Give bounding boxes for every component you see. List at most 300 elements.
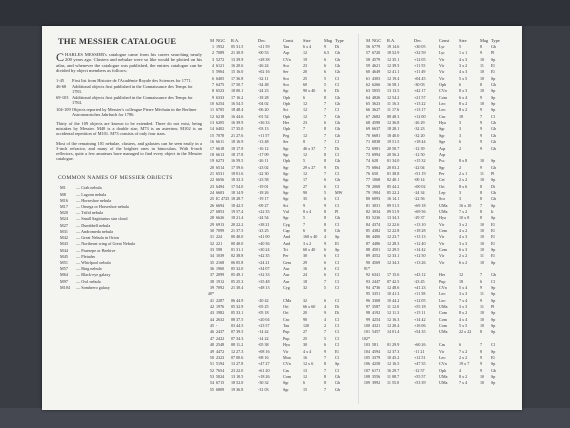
cell-ra: 11 12.0 [387,304,400,310]
cell-dec: +47 35 [414,361,426,367]
cell-ngc: 2168 [216,259,225,265]
cell-m: 101 [363,329,370,335]
cell-m: 59 [365,63,370,69]
cell-const: CVn [439,361,447,367]
cell-ra: 07 34.3 [231,335,244,341]
cell-ra: 10 45.2 [387,354,400,360]
cell-type: Gb [491,126,497,132]
cell-const: Sco [283,63,290,69]
column-header-type: Type [491,38,500,43]
cell-ngc: 4303 [372,75,381,81]
cell-ra: 16 54.5 [231,101,244,107]
cell-ngc: 4374 [372,221,381,227]
cell-dec: -30 32 [258,380,269,386]
cell-const: Cyg [283,221,290,227]
cell-ra: 12 54.2 [387,94,400,100]
cell-type: Gb [491,189,497,195]
cell-type: Gb [335,63,341,69]
cell-dec: -22 56 [414,196,425,202]
cell-type: Sp [335,247,340,252]
cell-ngc: 6514 [216,164,225,170]
cell-const: Lyr [439,50,445,56]
cell-const: Vir [439,234,445,240]
cell-ngc: 6613 [216,151,225,157]
cell-ra: 12 35.1 [387,56,400,62]
cell-m: 49 [209,348,214,354]
cell-const: CMa [283,297,292,303]
cell-mag: 11 [480,304,484,310]
cell-type: El [491,354,495,360]
cell-mag: 6 [324,88,327,94]
cell-const: Cyg [283,285,290,291]
cell-type: Gb [491,196,497,202]
cell-dec: -17 09 [258,151,269,157]
cell-ra: 23 22.0 [231,367,244,373]
cell-size: 7 x 4 [459,297,468,303]
cell-dec: +13 26 [414,259,426,265]
cell-mag: 4 [324,316,327,322]
cell-type: Gb [491,139,497,145]
cell-m: 69 [365,126,370,132]
cell-ngc: 6637 [372,126,381,132]
cell-type: Gb [491,272,497,278]
cell-type: El [491,63,495,69]
cell-dec: +15 11 [414,310,426,316]
cell-ngc: 6618 [216,145,225,151]
cell-ra: 08 11.2 [231,342,244,348]
cell-size: 12 [303,132,308,138]
common-name-number: M27 [60,222,68,228]
cell-dec: -13 48 [258,139,269,145]
cell-ra: 18 01.6 [231,170,244,176]
cell-mag: 8 [480,329,483,335]
cell-type: Sp [491,56,496,62]
cell-const: UMa [439,304,448,310]
drop-cap: C [56,50,65,64]
cell-ra: 12 22.8 [387,227,400,233]
cell-type: Sp [491,75,496,81]
cell-ra: 13 10.5 [231,373,244,379]
cell-ra: 18 17.9 [231,145,244,151]
cell-ngc: 5904 [216,69,225,75]
cell-m: 41 [209,297,214,303]
publication-text: Additional objects first published in the Connaissance des Temps for 1783. [72,83,193,95]
cell-m: 103 [363,342,370,348]
cell-size: 60 [303,82,308,88]
publication-text: Additional objects first published in the Connaissance des Temps for 1784. [72,95,193,106]
cell-ngc: 2437 [216,329,225,335]
cell-dec: -05 18 [258,310,269,316]
table-left-half [202,44,358,393]
cell-ra: 12 23.7 [387,234,400,240]
cell-ngc: 6603 [216,189,225,195]
cell-const: Sgr [283,151,289,157]
cell-mag: 6 [324,183,327,189]
cell-dec: +13 22 [414,101,426,107]
cell-m: 72 [365,145,370,151]
cell-type: Cl [335,367,339,373]
publication-list [56,78,202,117]
cell-ra: 21 37.5 [231,227,244,233]
cell-dec: +38 21 [258,221,270,227]
common-name-number: M97 [60,278,68,284]
cell-m: 42 [209,304,214,310]
note-paragraph: Thirty of the 109 objects are known to be extended. Three do not exist, being mistakes by Messier. M40 is a double star; M73 is an asterism; M102 is an accidental repetition of M101. M73 consists of only four stars. [56,121,202,137]
cell-dec: +18 28 [414,227,426,233]
cell-mag: 7 [324,354,327,360]
cell-size: 3 [459,132,462,138]
cell-ngc: 3623 [372,101,381,107]
cell-m: 84 [365,221,370,227]
cell-size: 2 x 2 [459,354,468,360]
cell-ngc: 4552 [372,253,381,259]
cell-dec: +41 23 [414,285,426,291]
cell-m: 15 [209,132,214,138]
cell-type: El [491,240,495,246]
cell-const: Sgr [439,126,445,132]
cell-ngc: 3031 [372,202,381,208]
cell-dec: +55 18 [414,304,426,310]
cell-dec: -06 20 [258,107,269,113]
cell-mag: 9 [480,94,483,100]
cell-mag: 6 [324,63,327,69]
cell-mag: 6.5 [324,50,330,56]
cell-const: Lyr [439,44,445,49]
cell-ngc: 1904 [372,189,381,195]
cell-mag: 7 [324,139,327,145]
cell-const: Per [439,170,445,176]
cell-dec: -20 42 [258,297,269,303]
cell-m: 71 [365,139,370,145]
cell-const: Oph [439,367,447,373]
cell-const: Tau [283,323,290,329]
cell-ngc: 4382 [372,227,381,233]
cell-size: 3 [459,189,462,195]
cell-ra: 07 39.5 [231,329,244,335]
notes [52,121,202,161]
cell-mag: 10 [480,373,485,379]
cell-mag: 10 [480,101,485,107]
cell-size: 8 x 2 [459,107,468,113]
cell-m: 47 [209,335,214,341]
common-name-text: — Northeast wing of Great Nebula [76,241,135,247]
cell-mag: 9 [324,310,327,316]
cell-const: And [283,234,291,240]
cell-const: UMa [439,380,448,386]
cell-m: 44 [209,316,214,322]
cell-dec: -32 23 [414,126,425,132]
cell-size: 24 [303,272,308,278]
common-names-list [60,185,202,290]
cell-ra: 19 51.5 [387,139,400,145]
cell-size: 23 [303,120,308,126]
cell-ra: 12 39.5 [387,63,400,69]
cell-m: 1 [211,44,214,49]
cell-dec: +11 58 [414,291,426,297]
cell-const: Sgr [283,164,289,170]
cell-const: Oph [283,126,291,132]
cell-type: Cl [335,202,339,208]
cell-mag: 6 [324,247,327,252]
cell-ngc: 6720 [372,50,381,56]
cell-type: Gb [335,113,341,119]
cell-ra: 17 35.0 [231,126,244,132]
cell-ra: 16 20.6 [231,63,244,69]
cell-ra: 05 32.9 [231,304,244,310]
cell-ngc: 6705 [216,107,225,113]
cell-type: Di [335,88,340,94]
cell-ngc: 1960 [216,266,225,272]
cell-const: Sge [439,139,446,145]
cell-mag: 6 [324,253,327,259]
cell-type: Cl [491,342,495,348]
cell-const: Sgr [439,164,445,170]
cell-ngc: 1952 [216,44,225,49]
cell-size: 12 [303,101,308,107]
cell-ngc: 4258 [372,361,381,367]
cell-ra: 06 44.9 [231,297,244,303]
cell-m: 94 [365,285,370,291]
cell-ra: 21 30.9 [231,50,244,56]
cell-m: 58 [365,56,370,62]
cell-const: Sgr [283,183,289,189]
cell-size: 2 [459,164,462,170]
cell-const: Oph [283,113,291,119]
cell-mag: 9 [324,240,327,246]
table-right-half [358,44,514,393]
cell-const: And [283,240,291,246]
cell-ra: 16 59.5 [231,158,244,164]
cell-ra: 16 58.1 [387,82,400,88]
common-name-number: M20 [60,210,68,216]
cell-type: Ir [491,208,494,214]
cell-type: Sp [491,291,496,297]
column-header-dec: Dec. [258,38,267,43]
cell-type: MW [335,189,343,195]
cell-size: 6 [459,82,462,88]
cell-const: Leo [439,291,446,297]
cell-size: 12 [303,113,308,119]
common-name-number: M1 [60,185,66,191]
cell-dec: +32 59 [414,50,426,56]
cell-ra: 12 28.3 [387,240,400,246]
cell-const: Com [283,373,291,379]
cell-dec: -12 57 [414,367,425,373]
column-header-ngc: NGC [372,38,382,43]
common-name-number: M42 [60,235,68,241]
cell-dec: -26 11 [258,158,269,164]
cell-size: 8 x 2 [459,310,468,316]
cell-ngc: 6809 [216,386,225,392]
cell-size: 3 x 3 [459,304,468,310]
cell-dec: +42 17 [414,88,426,94]
common-name-number: M24 [60,216,68,222]
cell-type: Cl [335,316,339,322]
cell-ngc: 221 [216,240,223,246]
cell-mag: 9 [324,348,327,354]
cell-dec: +34 07 [258,266,270,272]
cell-mag: 9 [480,50,483,56]
cell-mag: 6 [324,266,327,272]
cell-mag: 5 [324,335,327,341]
cell-mag: 6 [480,278,483,284]
cell-mag: 10 [480,316,485,322]
cell-m: 19 [209,158,214,164]
cell-type: Cl [335,342,339,348]
cell-ra: 08 37.5 [231,316,244,322]
cell-mag: 9 [480,126,483,132]
cell-size: 8 x 4 [303,208,312,214]
cell-mag: 10 [480,247,485,252]
cell-dec: +12 05 [414,297,426,303]
cell-size: 7 [303,126,306,132]
cell-ra: 02 38.8 [231,253,244,259]
cell-ra: 20 56.2 [387,151,400,157]
cell-type: Cl [491,113,495,119]
cell-dec: -04 02 [258,101,269,107]
cell-ngc: 6913 [216,221,225,227]
cell-mag: 2 [324,323,327,329]
cell-dec: -19 17 [258,196,269,202]
cell-mag: 8 [324,94,327,100]
cell-ra: 11 08.7 [387,373,400,379]
cell-type: Gb [335,373,341,379]
cell-m: 38 [209,278,214,284]
cell-size: 32 [303,297,308,303]
cell-mag: 6 [324,69,327,75]
cell-ngc: 3368 [372,297,381,303]
cell-ngc: 6402 [216,126,225,132]
cell-mag: 10 [480,56,485,62]
cell-ra: 13 13.5 [387,88,400,94]
cell-ngc: 6531 [216,170,225,176]
cell-const: Oph [439,82,447,88]
cell-size: 9 [303,202,306,208]
cell-const: Cet [439,177,445,183]
cell-dec: -24 54 [258,215,269,221]
cell-ngc: 4590 [372,120,381,126]
cell-const: Com [439,94,447,100]
cell-dec: -05 38 [258,342,269,348]
cell-size: 10 x 8 [459,215,470,221]
cell-m: 65 [365,101,370,107]
cell-dec: -22 04 [414,164,425,170]
column-header-m: M [366,38,370,43]
cell-ngc: 1912 [216,278,225,284]
cell-dec: +32 33 [258,272,270,278]
cell-m: 30 [209,227,214,233]
cell-size: 20 [303,310,308,316]
cell-m: 95 [365,291,370,297]
common-name-number: M44 [60,247,68,253]
cell-mag: 8 [324,373,327,379]
cell-type: Di [335,145,340,151]
cell-ra: 18 33.3 [231,177,244,183]
cell-m: 108 [363,373,370,379]
cell-dec: +43 12 [414,272,426,278]
cell-m: 10 [209,101,214,107]
cell-mag: 11 [480,170,484,176]
cell-size: 30 [303,253,308,259]
cell-m: 32 [209,240,214,246]
common-name-text: — Ring nebula [76,266,102,272]
cell-m: 100 [363,323,370,329]
cell-type: Di [335,44,340,49]
publication-item [56,107,202,117]
cell-m: 67 [365,113,370,119]
cell-ngc: 7092 [216,285,225,291]
cell-const: UMa [439,373,448,379]
cell-ra: 19 36.8 [231,386,244,392]
cell-type: Cl [335,329,339,335]
cell-m: 23 [209,183,214,189]
cell-size: 23 [303,63,308,69]
cell-type: Pl [491,170,495,176]
cell-dec: +30 05 [414,44,426,49]
cell-ngc: 4579 [372,56,381,62]
cell-m: 107 [363,367,370,373]
cell-type: Cl [335,139,339,145]
cell-dec: +41 00 [258,234,270,240]
common-name-text: — Horseshoe nebula [76,197,112,203]
cell-type: Sp [491,348,496,354]
cell-ra: 05 31.5 [231,44,244,49]
cell-type: Cl [335,151,339,157]
cell-const: Vir [439,221,445,227]
cell-const: Per [283,253,289,259]
cell-type: Cl [491,278,495,284]
cell-ra: 14 01.4 [387,329,400,335]
cell-type: Gb [335,177,341,183]
cell-const: UMa [439,208,448,214]
cell-size: 4 x 4 [303,348,312,354]
cell-ra: 18 21.4 [231,215,244,221]
cell-size: 19 [303,56,308,62]
cell-type: Sp [335,234,340,240]
cell-type: Sp [491,380,496,386]
publication-item [56,95,202,105]
cell-mag: 8 [480,348,483,354]
backdrop-bottom [0,408,570,428]
cell-size: 4 x 3 [459,234,468,240]
cell-m: 57 [365,50,370,56]
cell-ra: 02 40.1 [387,177,400,183]
cell-size: 6 [459,342,462,348]
cell-m: 66 [365,107,370,113]
cell-mag: 9 [324,164,327,170]
cell-mag: 10 [480,88,485,94]
cell-size: 4 [459,367,462,373]
cell-ra: 01 29.9 [387,342,400,348]
cell-m: 40* [207,291,214,297]
cell-dec: -32 20 [414,132,425,138]
cell-m: 34 [209,253,214,259]
cell-size: 2 x 1 [459,170,468,176]
cell-size: 4 x 2 [459,227,468,233]
cell-type: Gb [335,215,341,221]
cell-mag: 7 [324,132,327,138]
cell-dec: -18 28 [258,94,269,100]
cell-mag: 5 [324,189,327,195]
cell-const: Com [439,227,447,233]
cell-ngc: 6779 [372,44,381,49]
cell-mag: 7 [324,113,327,119]
column-divider [358,34,359,404]
cell-type: Sp [491,247,496,252]
common-name-text: — Trifid nebula [76,210,103,216]
cell-type: Sp [491,158,496,164]
cell-ra: 18 48.4 [231,107,244,113]
